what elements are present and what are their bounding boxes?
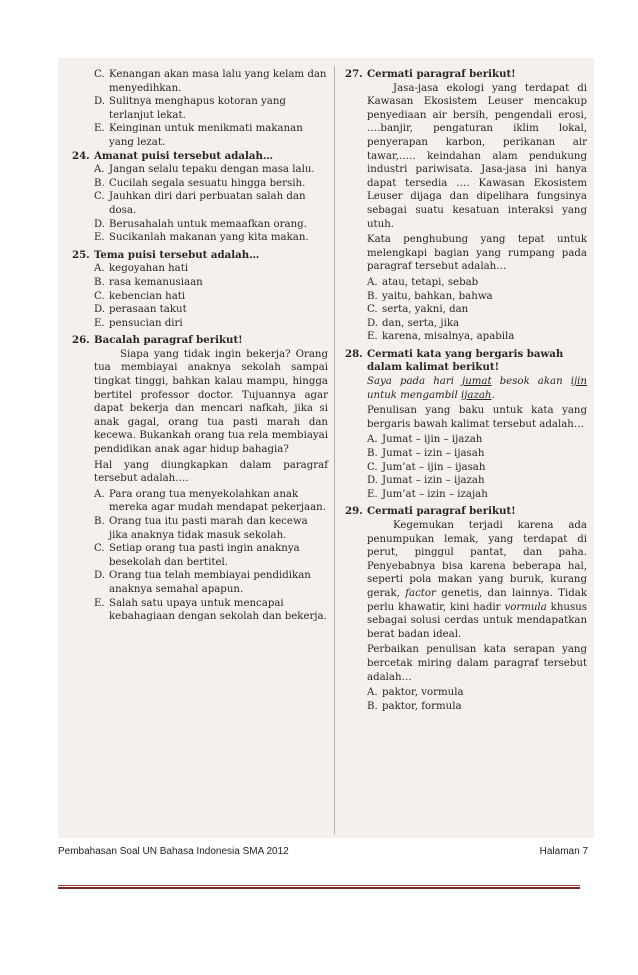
page-number: Halaman 7 bbox=[539, 846, 588, 857]
question-title: Bacalah paragraf berikut! bbox=[94, 334, 243, 347]
question-prompt: Perbaikan penulisan kata serapan yang bercetak miring dalam paragraf tersebut adalah… bbox=[367, 644, 587, 683]
option: A. Jangan selalu tepaku dengan masa lalu. bbox=[94, 164, 315, 176]
option: B. paktor, formula bbox=[367, 700, 462, 712]
option: E. Keinginan untuk menikmati makanan yang lezat. bbox=[94, 123, 303, 148]
option: D. perasaan takut bbox=[94, 304, 187, 316]
option: C. Jauhkan diri dari perbuatan salah dan dosa. bbox=[94, 191, 306, 216]
passage: Kegemukan terjadi karena ada penumpukan lemak, yang terdapat di perut, pinggul pantat, dan paha. Penyebabnya bisa karena beberapa hal, seperti pola makan yang buruk, kurang gerak, factor genetis, dan lainnya. Tidak perlu khawatir, kini hadir vormula khusus sebagai solusi cerdas untuk mendapatkan berat badan ideal. bbox=[367, 520, 587, 640]
question-number: 29. bbox=[345, 505, 363, 518]
question-26 bbox=[72, 334, 328, 623]
left-column bbox=[72, 68, 328, 628]
underlined-word: ijazah bbox=[460, 389, 492, 401]
question-title: Cermati kata yang bergaris bawah dalam kalimat berikut! bbox=[367, 347, 564, 374]
option: A. paktor, vormula bbox=[367, 687, 464, 699]
option: D. Sulitnya menghapus kotoran yang terlanjut lekat. bbox=[94, 96, 286, 121]
question-25 bbox=[72, 249, 328, 331]
option: B. Orang tua itu pasti marah dan kecewa jika anaknya tidak masuk sekolah. bbox=[94, 516, 308, 541]
footer-title: Pembahasan Soal UN Bahasa Indonesia SMA 2012 bbox=[58, 846, 289, 857]
option: A. kegoyahan hati bbox=[94, 263, 189, 275]
question-27 bbox=[345, 68, 587, 344]
footer-rule-thick bbox=[58, 887, 580, 889]
italic-word: vormula bbox=[504, 601, 547, 613]
option: B. yaitu, bahkan, bahwa bbox=[367, 290, 493, 302]
question-prompt: Hal yang diungkapkan dalam paragraf tersebut adalah…. bbox=[94, 459, 328, 485]
option: E. Salah satu upaya untuk mencapai kebahagiaan dengan sekolah dan bekerja. bbox=[94, 597, 327, 623]
option: C. kebencian hati bbox=[94, 290, 186, 302]
underlined-word: ijin bbox=[570, 376, 587, 388]
question-number: 27. bbox=[345, 68, 363, 80]
question-title: Amanat puisi tersebut adalah… bbox=[94, 149, 274, 162]
option: A. atau, tetapi, sebab bbox=[367, 276, 479, 288]
example-sentence: Saya pada hari jumat besok akan ijin untuk mengambil ijazah. bbox=[367, 376, 587, 401]
option: C. Setiap orang tua pasti ingin anaknya besekolah dan bertitel. bbox=[94, 543, 300, 568]
question-28 bbox=[345, 348, 587, 502]
italic-word: factor bbox=[405, 587, 436, 599]
question-title: Cermati paragraf berikut! bbox=[367, 505, 516, 518]
option: D. Orang tua telah membiayai pendidikan anaknya semahal apapun. bbox=[94, 570, 311, 595]
option: C. Jum’at – ijin – ijasah bbox=[367, 461, 486, 473]
option: A. Jumat – ijin – ijazah bbox=[367, 434, 483, 446]
question-number: 24. bbox=[72, 149, 90, 162]
question-title: Tema puisi tersebut adalah… bbox=[94, 248, 260, 261]
option: E. pensucian diri bbox=[94, 317, 183, 329]
option: D. Berusahalah untuk memaafkan orang. bbox=[94, 218, 307, 230]
option: C. Kenangan akan masa lalu yang kelam dan menyedihkan. bbox=[94, 69, 327, 94]
underlined-word: jumat bbox=[462, 376, 492, 388]
question-number: 28. bbox=[345, 347, 363, 360]
right-column bbox=[345, 68, 587, 717]
column-divider bbox=[334, 66, 335, 834]
option: D. dan, serta, jika bbox=[367, 317, 460, 329]
option: A. Para orang tua menyekolahkan anak mereka agar mudah mendapat pekerjaan. bbox=[94, 488, 326, 514]
option: E. Jum’at – izin – izajah bbox=[367, 488, 488, 500]
option: B. rasa kemanusiaan bbox=[94, 276, 203, 288]
option: D. Jumat – izin – ijazah bbox=[367, 475, 485, 487]
option: E. karena, misalnya, apabila bbox=[367, 331, 515, 343]
option: E. Sucikanlah makanan yang kita makan. bbox=[94, 232, 309, 244]
passage: Jasa-jasa ekologi yang terdapat di Kawasan Ekosistem Leuser mencakup penyediaan air bersih, pengendali erosi, ….banjir, pengaturan iklim lokal, penyerapan karbon, perikanan air tawar,….. keindahan alam pendukung industri pariwisata. Jasa-jasa ini hanya dapat tersedia …. Kawasan Ekosistem Leuser dijaga dan dipelihara fungsinya sebagai suatu kesatuan interaksi yang utuh. bbox=[367, 82, 587, 230]
question-prompt: Penulisan yang baku untuk kata yang bergaris bawah kalimat tersebut adalah… bbox=[367, 405, 587, 430]
option: B. Jumat – izin – ijasah bbox=[367, 448, 485, 460]
scanned-page bbox=[58, 58, 594, 838]
q23-tail-options bbox=[94, 68, 328, 150]
option: B. Cucilah segala sesuatu hingga bersih. bbox=[94, 177, 306, 189]
passage: Siapa yang tidak ingin bekerja? Orang tua membiayai anaknya sekolah sampai tingkat tinggi, bahkan kalau mampu, hingga bertitel professor doctor. Tujuannya agar dapat bekerja dan mencari nafkah, jika si anak gagal, orang tua pasti marah dan kecewa. Bukankah orang tua rela membiayai pendidikan anak agar hidup bahagia? bbox=[94, 348, 328, 456]
question-prompt: Kata penghubung yang tepat untuk melengkapi bagian yang rumpang pada paragraf tersebut adalah… bbox=[367, 234, 587, 273]
option: C. serta, yakni, dan bbox=[367, 304, 469, 316]
question-number: 26. bbox=[72, 334, 90, 347]
question-title: Cermati paragraf berikut! bbox=[367, 68, 516, 80]
question-29 bbox=[345, 505, 587, 713]
question-number: 25. bbox=[72, 248, 90, 261]
question-24 bbox=[72, 150, 328, 245]
footer-rule bbox=[58, 885, 580, 886]
